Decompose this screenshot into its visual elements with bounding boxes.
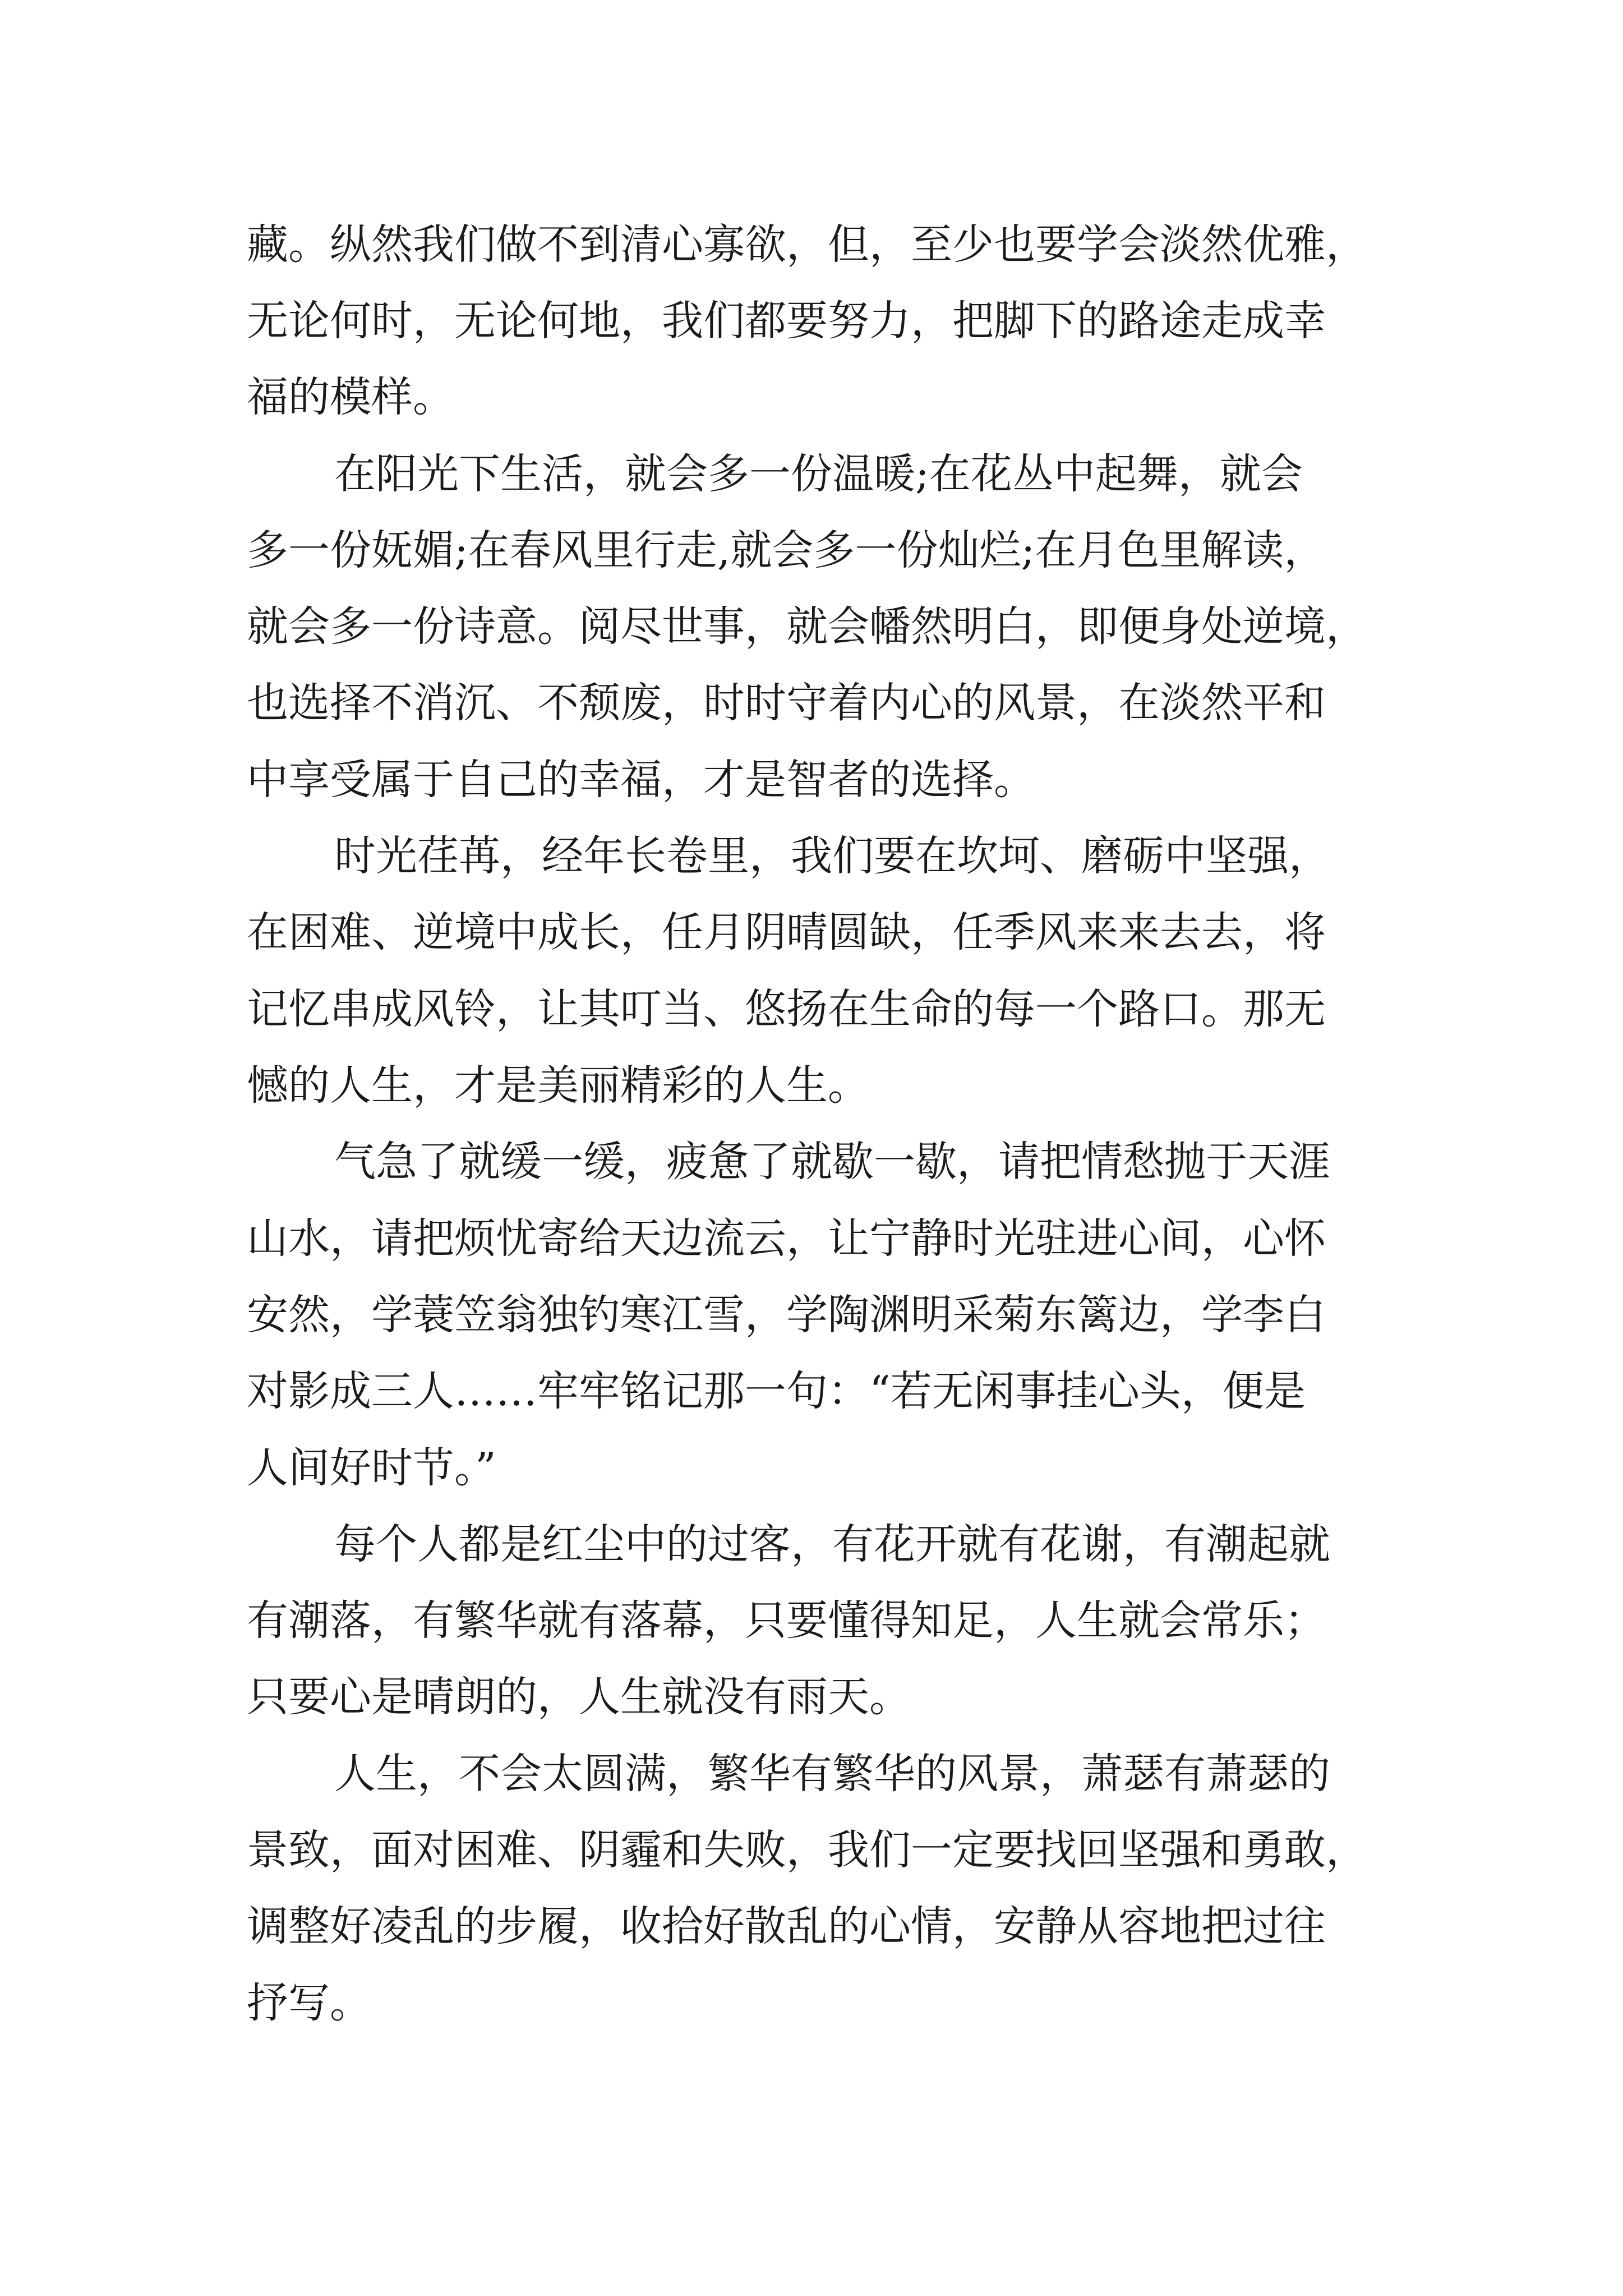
paragraph-first-line: 时光荏苒，经年长卷里，我们要在坎坷、磨砺中坚强， bbox=[334, 832, 1330, 880]
text-line: 有潮落，有繁华就有落幕，只要懂得知足，人生就会常乐； bbox=[247, 1596, 1326, 1645]
text-line: 记忆串成风铃，让其叮当、悠扬在生命的每一个路口。那无 bbox=[247, 985, 1326, 1033]
paragraph-first-line: 气急了就缓一缓，疲惫了就歇一歇，请把情愁抛于天涯 bbox=[334, 1138, 1330, 1186]
text-line: 人间好时节。” bbox=[247, 1444, 496, 1492]
text-line: 福的模样。 bbox=[247, 373, 454, 421]
paragraph-first-line: 人生，不会太圆满，繁华有繁华的风景，萧瑟有萧瑟的 bbox=[334, 1750, 1330, 1798]
text-line: 就会多一份诗意。阅尽世事，就会幡然明白，即便身处逆境， bbox=[247, 602, 1367, 651]
text-line: 调整好凌乱的步履，收拾好散乱的心情，安静从容地把过往 bbox=[247, 1902, 1326, 1950]
text-line: 藏。纵然我们做不到清心寡欲，但，至少也要学会淡然优雅， bbox=[247, 220, 1367, 269]
text-line: 多一份妩媚;在春风里行走,就会多一份灿烂;在月色里解读， bbox=[247, 526, 1326, 574]
text-line: 中享受属于自己的幸福，才是智者的选择。 bbox=[247, 756, 1035, 804]
text-line: 只要心是晴朗的，人生就没有雨天。 bbox=[247, 1673, 911, 1721]
text-line: 抒写。 bbox=[247, 1979, 371, 2027]
text-line: 对影成三人……牢牢铭记那一句：“若无闲事挂心头，便是 bbox=[247, 1367, 1306, 1415]
text-line: 山水，请把烦忧寄给天边流云，让宁静时光驻进心间，心怀 bbox=[247, 1214, 1326, 1263]
paragraph-first-line: 每个人都是红尘中的过客，有花开就有花谢，有潮起就 bbox=[334, 1520, 1330, 1568]
text-line: 无论何时，无论何地，我们都要努力，把脚下的路途走成幸 bbox=[247, 297, 1326, 345]
text-line: 安然，学蓑笠翁独钓寒江雪，学陶渊明采菊东篱边，学李白 bbox=[247, 1291, 1326, 1339]
paragraph-first-line: 在阳光下生活，就会多一份温暖;在花丛中起舞，就会 bbox=[334, 450, 1303, 498]
text-line: 在困难、逆境中成长，任月阴晴圆缺，任季风来来去去，将 bbox=[247, 908, 1326, 956]
text-line: 也选择不消沉、不颓废，时时守着内心的风景，在淡然平和 bbox=[247, 679, 1326, 727]
text-line: 景致，面对困难、阴霾和失败，我们一定要找回坚强和勇敢， bbox=[247, 1826, 1367, 1874]
text-line: 憾的人生，才是美丽精彩的人生。 bbox=[247, 1061, 869, 1110]
